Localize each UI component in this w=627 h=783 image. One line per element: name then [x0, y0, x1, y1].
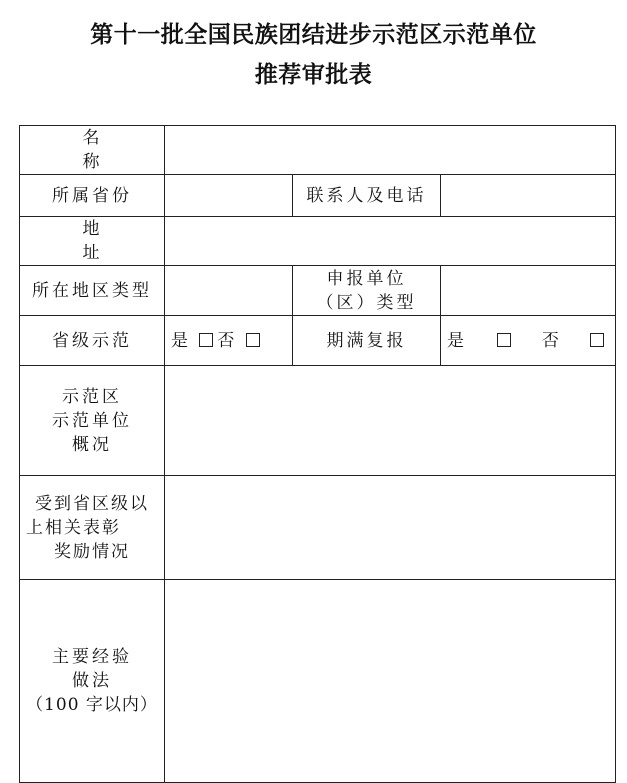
row-experience [20, 580, 616, 783]
awards-label-line2: 上相关表彰 [26, 517, 121, 538]
row-region-type [20, 266, 616, 316]
experience-label-line1: 主要经验 [52, 647, 132, 667]
expired-reapply-label: 期满复报 [293, 316, 441, 366]
expired-reapply-options [441, 316, 616, 366]
overview-label-line1: 示范区 [62, 386, 122, 407]
contact-field[interactable] [441, 175, 616, 217]
name-label: 名称 [20, 126, 165, 175]
expired-reapply-yes-label: 是 [447, 330, 465, 351]
overview-label [20, 366, 165, 476]
awards-label-line1: 受到省区级以 [35, 493, 149, 514]
overview-field[interactable] [165, 366, 616, 476]
experience-field[interactable] [165, 580, 616, 783]
row-demo [20, 316, 616, 366]
experience-label-line2: 做法 [72, 671, 112, 691]
row-overview [20, 366, 616, 476]
provincial-demo-options [165, 316, 293, 366]
awards-label-line3: 奖励情况 [54, 541, 130, 562]
application-form-table [19, 125, 616, 783]
unit-type-label [293, 266, 441, 316]
address-field[interactable] [165, 217, 616, 266]
expired-reapply-no-checkbox[interactable] [590, 333, 604, 347]
awards-field[interactable] [165, 476, 616, 580]
expired-reapply-no-label: 否 [541, 330, 560, 351]
provincial-demo-yes-checkbox[interactable] [199, 333, 213, 347]
region-type-label: 所在地区类型 [20, 266, 165, 316]
unit-type-label-line1: 申报单位 [326, 268, 407, 289]
row-awards [20, 476, 616, 580]
expired-reapply-yes-checkbox[interactable] [497, 333, 511, 347]
experience-label [20, 580, 165, 783]
overview-label-line3: 概况 [72, 434, 112, 455]
form-title-line1: 第十一批全国民族团结进步示范区示范单位 [90, 21, 537, 48]
experience-label-line3: （100 字以内） [26, 695, 158, 715]
unit-type-label-line2: （区）类型 [316, 292, 417, 313]
region-type-field[interactable] [165, 266, 293, 316]
awards-label [20, 476, 165, 580]
province-label: 所属省份 [20, 175, 165, 217]
provincial-demo-no-checkbox[interactable] [246, 333, 260, 347]
address-label: 地址 [20, 217, 165, 266]
row-address [20, 217, 616, 266]
unit-type-field[interactable] [441, 266, 616, 316]
contact-label: 联系人及电话 [293, 175, 441, 217]
row-name [20, 126, 616, 175]
row-province [20, 175, 616, 217]
provincial-demo-no-label: 否 [217, 330, 236, 351]
provincial-demo-label: 省级示范 [20, 316, 165, 366]
provincial-demo-yes-label: 是 [171, 330, 189, 351]
province-field[interactable] [165, 175, 293, 217]
name-field[interactable] [165, 126, 616, 175]
form-title-line2: 推荐审批表 [254, 61, 373, 88]
overview-label-line2: 示范单位 [52, 410, 132, 431]
